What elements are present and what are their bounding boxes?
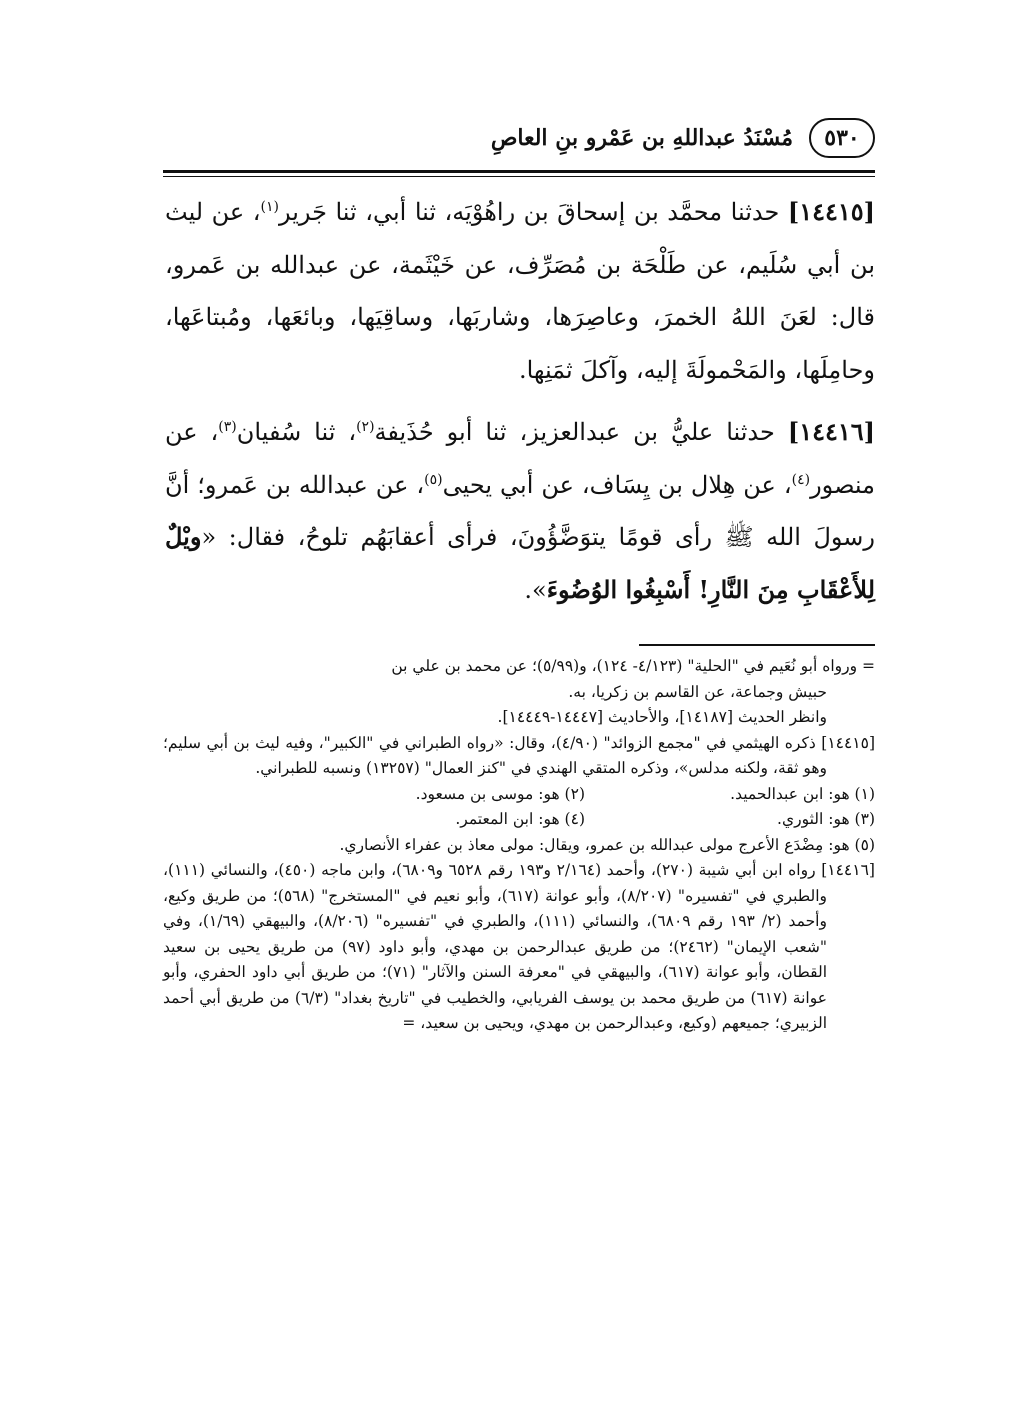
footnote-continuation: وانظر الحديث [١٤١٨٧]، والأحاديث [١٤٤٤٧-١٤٤٤٩]. — [497, 708, 827, 726]
footnotes — [163, 654, 875, 1037]
footnote-2: (٢) هو: موسى بن مسعود. — [415, 784, 585, 803]
footnote-row — [163, 807, 875, 833]
footnote-text: رواه ابن أبي شيبة (٢٧٠)، وأحمد (٢/١٦٤ و١٩٣ رقم ٦٥٢٨ و٦٨٠٩)، وابن ماجه (٤٥٠)، والنسائي (١١١)، والطبري في "تفسيره" (٨/٢٠٧)، وأبو عوانة (٦١٧)، وأبو نعيم في "المستخرج" (٥٦٨)؛ من طريق وكيع، وأحمد (٢/ ١٩٣ رقم ٦٨٠٩)، والنسائي (١١١)، والطبري في "تفسيره" (٨/٢٠٦)، والبيهقي (١/٦٩)، وفي "شعب الإيمان" (٢٤٦٢)؛ من طريق عبدالرحمن بن مهدي، وأبو داود (٩٧) من طريق يحيى بن سعيد القطان، وأبو عوانة (٦١٧)، والبيهقي في "معرفة السنن والآثار" (٧١)؛ من طريق أبي داود الحفري، وأبو عوانة (٦١٧) من طريق محمد بن يوسف الفريابي، والخطيب في "تاريخ بغداد" (٦/٣) من طريق أبي أحمد الزبيري؛ جميعهم (وكيع، وعبدالرحمن بن مهدي، ويحيى بن سعيد، = — [163, 861, 827, 1032]
hadith-text: ، عن عبدالله بن عَمرو؛ أنَّ رسولَ الله ﷺ رأى قومًا يتوَضَّؤُونَ، فرأى أعقابَهُم تلوحُ، فقال: « — [165, 470, 875, 551]
hadith-text: ، ثنا سُفيان — [236, 418, 357, 446]
footnote-continuation: حبيش وجماعة، عن القاسم بن زكريا، به. — [568, 682, 827, 701]
hadith-text: ، عن هِلال بن يِسَاف، عن أبي يحيى — [442, 470, 792, 499]
footnote-ref: (٥) — [424, 471, 443, 488]
footnote-3: (٣) هو: الثوري. — [777, 810, 875, 828]
footnote-row — [163, 782, 875, 808]
hadith-14416 — [165, 406, 875, 616]
hadith-14415 — [165, 186, 875, 396]
footnote-ref: (١) — [260, 199, 279, 215]
hadith-number: [١٤٤١٥] — [787, 197, 875, 226]
hadith-text: ، عن ليث بن أبي سُلَيم، عن طَلْحَة بن مُصَرِّف، عن خَيْثَمة، عن عبدالله بن عَمرو، قال: لعَنَ اللهُ الخمرَ، وعاصِرَها، وشاربَها، وساقِيَها، وبائعَها، ومُبتاعَها، وحامِلَها، والمَحْمولَةَ إليه، وآكلَ ثمَنِها. — [165, 198, 875, 384]
footnote-1: (١) هو: ابن عبدالحميد. — [730, 784, 875, 803]
main-text — [165, 186, 875, 626]
hadith-number: [١٤٤١٦] — [787, 417, 875, 446]
hadith-text: ». — [524, 575, 547, 604]
footnote-ref: (٣) — [218, 419, 237, 435]
prophetic-saying: ويْلٌ لِلأَعْقَابِ مِنَ النَّارِ! أَسْبِغُوا الوُضُوءَ — [165, 522, 875, 604]
running-title: مُسْنَدُ عبداللهِ بن عَمْرو بنِ العاصِ — [490, 125, 793, 151]
footnote-5: (٥) هو: مِضْدَع الأعرج مولى عبدالله بن عمرو، ويقال: مولى معاذ بن عفراء الأنصاري. — [339, 835, 875, 854]
hadith-text: حدثنا محمَّد بن إسحاقَ بن راهُوْيَه، ثنا أبي، ثنا جَرير — [278, 198, 788, 226]
footnote-text: ذكره الهيثمي في "مجمع الزوائد" (٤/٩٠)، وقال: «رواه الطبراني في "الكبير"، وفيه ليث بن أبي سليم؛ وهو ثقة، ولكنه مدلس»، وذكره المتقي الهندي في "كنز العمال" (١٣٢٥٧) ونسبه للطبراني. — [163, 733, 827, 777]
header-rule-thick — [163, 170, 875, 173]
footnote-14416 — [163, 858, 875, 1037]
footnote-ref: (٤) — [791, 471, 811, 488]
footnote-continuation: = ورواه أبو نُعَيم في "الحلية" (٤/١٢٣- ١٢٤)، و(٥/٩٩)؛ عن محمد بن علي بن — [391, 657, 875, 675]
footnote-ref: (٢) — [356, 419, 375, 435]
footnote-14415 — [163, 731, 875, 782]
header-rule-thin — [163, 176, 875, 177]
page-number-badge: ٥٣٠ — [809, 118, 875, 158]
page-header — [165, 118, 875, 170]
footnote-number: [١٤٤١٥] — [821, 733, 876, 752]
footnote-4: (٤) هو: ابن المعتمر. — [455, 810, 585, 828]
hadith-text: ، عن منصور — [165, 418, 875, 499]
hadith-text: حدثنا عليُّ بن عبدالعزيز، ثنا أبو حُذَيفة — [374, 418, 788, 446]
footnote-separator — [639, 644, 875, 646]
footnote-number: [١٤٤١٦] — [821, 861, 875, 879]
